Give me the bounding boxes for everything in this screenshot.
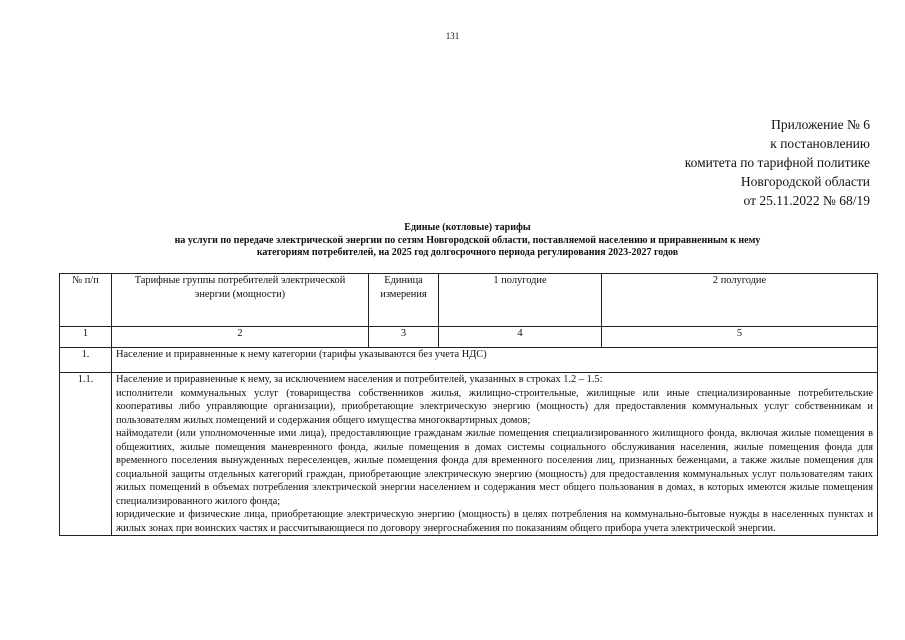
title-line: категориям потребителей, на 2025 год долгосрочного периода регулирования 2023-2027 годов: [256, 247, 679, 258]
table-header-row: [60, 274, 878, 327]
column-numbers-row: [60, 327, 878, 348]
appendix-line: к постановлению: [770, 136, 870, 151]
header-second-half: 2 полугодие: [602, 274, 878, 327]
row-description: [112, 373, 878, 536]
page-number: 131: [445, 31, 460, 41]
appendix-line: от 25.11.2022 № 68/19: [743, 193, 870, 208]
header-number: № п/п: [60, 274, 112, 327]
column-number: 4: [439, 327, 602, 348]
document-title: [60, 222, 875, 260]
row-paragraph: юридические и физические лица, приобретающие электрическую энергию (мощность) в целях потребления на коммунально-бытовые нужды в населенных пунктах и жилых зонах при воинских частях и рассчитывающиеся по договору энергоснабжения по показаниям общего прибора учета электрической энергии.: [116, 509, 873, 534]
appendix-note: [685, 115, 870, 210]
column-number: 5: [602, 327, 878, 348]
row-number: 1.1.: [60, 373, 112, 536]
tariff-table: [59, 273, 878, 536]
title-line: Единые (котловые) тарифы: [404, 222, 531, 233]
header-consumer-groups: Тарифные группы потребителей электрической энергии (мощности): [112, 274, 369, 327]
table-row: [60, 348, 878, 373]
row-number: 1.: [60, 348, 112, 373]
title-line: на услуги по передаче электрической энергии по сетям Новгородской области, поставляемой населению и приравненным к нему: [174, 234, 761, 246]
row-paragraph: исполнители коммунальных услуг (товарищества собственников жилья, жилищно-строительные, жилищные или иные специализированные потребительские кооперативы либо управляющие организации), приобретающие электрическую энергию (мощность) для предоставления коммунальных услуг собственникам и пользователям жилых помещений и содержания общего имущества многоквартирных домов;: [116, 387, 873, 426]
table-row: [60, 373, 878, 536]
row-paragraph: Население и приравненные к нему, за исключением населения и потребителей, указанных в строках 1.2 – 1.5:: [116, 374, 603, 385]
row-paragraph: наймодатели (или уполномоченные ими лица), предоставляющие гражданам жилые помещения специализированного жилищного фонда, включая жилые помещения в общежитиях, жилые помещения маневренного фонда, жилые помещения в домах системы социального обслуживания населения, жилые помещения фонда для временного поселения вынужденных переселенцев, жилые помещения фонда для временного поселения лиц, признанных беженцами, а также жилые помещения для социальной защиты отдельных категорий граждан, приобретающие электрическую энергию (мощность) для предоставления коммунальных услуг пользователям таких жилых помещений в объемах потребления электрической энергии населением и содержания мест общего пользования в домах, в которых имеются жилые помещения специализированного жилого фонда;: [116, 428, 873, 507]
column-number: 3: [369, 327, 439, 348]
column-number: 1: [60, 327, 112, 348]
column-number: 2: [112, 327, 369, 348]
header-first-half: 1 полугодие: [439, 274, 602, 327]
appendix-line: Приложение № 6: [771, 117, 870, 132]
appendix-line: Новгородской области: [740, 174, 870, 189]
row-category-text: Население и приравненные к нему категории (тарифы указываются без учета НДС): [112, 348, 878, 373]
header-unit: Единица измерения: [369, 274, 439, 327]
appendix-line: комитета по тарифной политике: [684, 155, 870, 170]
